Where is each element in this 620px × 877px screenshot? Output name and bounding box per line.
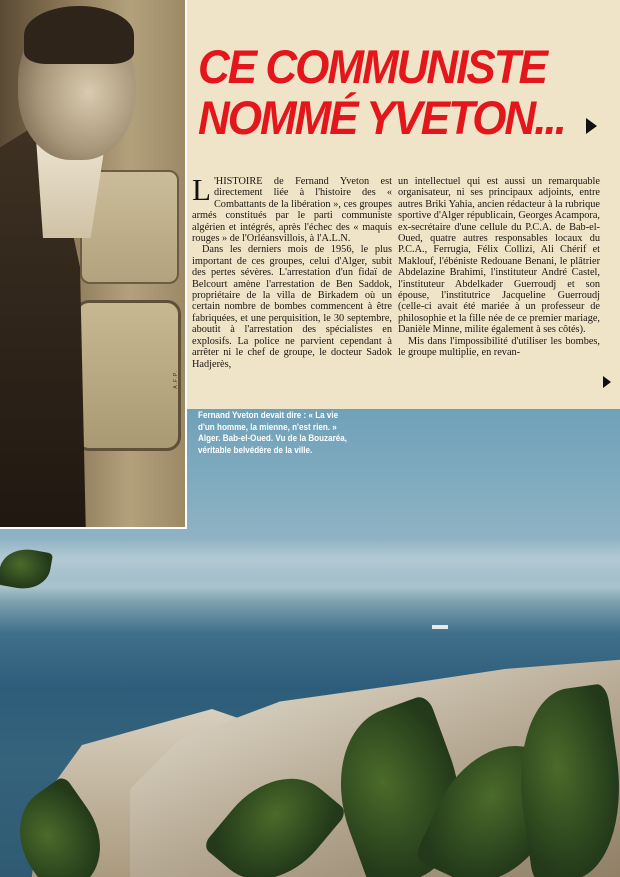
yveton-portrait-photo [0, 0, 187, 529]
title-line-2: NOMMÉ YVETON... [198, 91, 565, 145]
photo-caption [198, 410, 382, 456]
caption-line: Fernand Yveton devait dire : « La vie [198, 410, 339, 420]
paragraph-text: 'HISTOIRE de Fernand Yveton est directement liée à l'histoire des « Combattants de la libération », ces groupes armés constitués par le parti communiste algérien et intégrés, après l'échec des « maquis rouges » de l'Orléansvillois, à l'A.L.N. [192, 176, 392, 245]
caption-line: véritable belvédère de la ville. [198, 444, 313, 455]
title-line-1: CE COMMUNISTE [198, 40, 546, 94]
text-column-2 [398, 176, 600, 359]
continue-arrow-icon [603, 376, 611, 388]
caption-line: d'un homme, la mienne, n'est rien. » [198, 421, 337, 432]
paragraph: Dans les derniers mois de 1956, le plus important de ces groupes, celui d'Alger, subit des pertes sévères. L'arrestation d'un fidaï de Belcourt amène l'arrestation de Ben Saddok, propriétaire de la villa de Birkadem où un certain nombre de bombes commencent à être fabriquées, et une perquisition, le 30 septembre, aboutit à l'arrestation des spécialistes en explosifs. La police ne parvient cependant à arrêter ni le chef de groupe, le docteur Sadok Hadjerès, [192, 244, 392, 370]
paragraph [192, 172, 392, 245]
ship [432, 625, 448, 629]
paragraph: un intellectuel qui est aussi un remarquable organisateur, ni ses principaux adjoints, entre autres Briki Yahia, ancien rédacteur à la rubrique sportive d'Alger républicain, Georges Acampora, ex-secrétaire d'une cellule du P.C.A. de Bab-el-Oued, quatre autres responsables locaux du P.C.A., Ferrugia, Félix Collizi, Ali Chérif et Maklouf, l'ébéniste Redouane Benani, le plâtrier Abdelazine Brahimi, l'instituteur André Castel, l'instituteur Abdelkader Guerroudj et son épouse, l'institutrice Jacqueline Guerroudj (celle-ci avait été mariée à un professeur de philosophie et la fille née de ce premier mariage, Danièle Minne, milite également à ses côtés). [398, 176, 600, 336]
drop-cap: L [192, 172, 211, 207]
paragraph: Mis dans l'impossibilité d'utiliser les bombes, le groupe multiplie, en revan- [398, 335, 600, 359]
hair [24, 6, 134, 64]
photo-credit: A.F.P. [173, 370, 179, 389]
caption-line: Alger. Bab-el-Oued. Vu de la Bouzaréa, [198, 433, 348, 444]
continue-arrow-icon [586, 118, 597, 134]
wall-panel [75, 300, 181, 451]
sea-haze [0, 539, 620, 579]
text-column-1 [192, 172, 392, 370]
article-title [198, 42, 618, 144]
